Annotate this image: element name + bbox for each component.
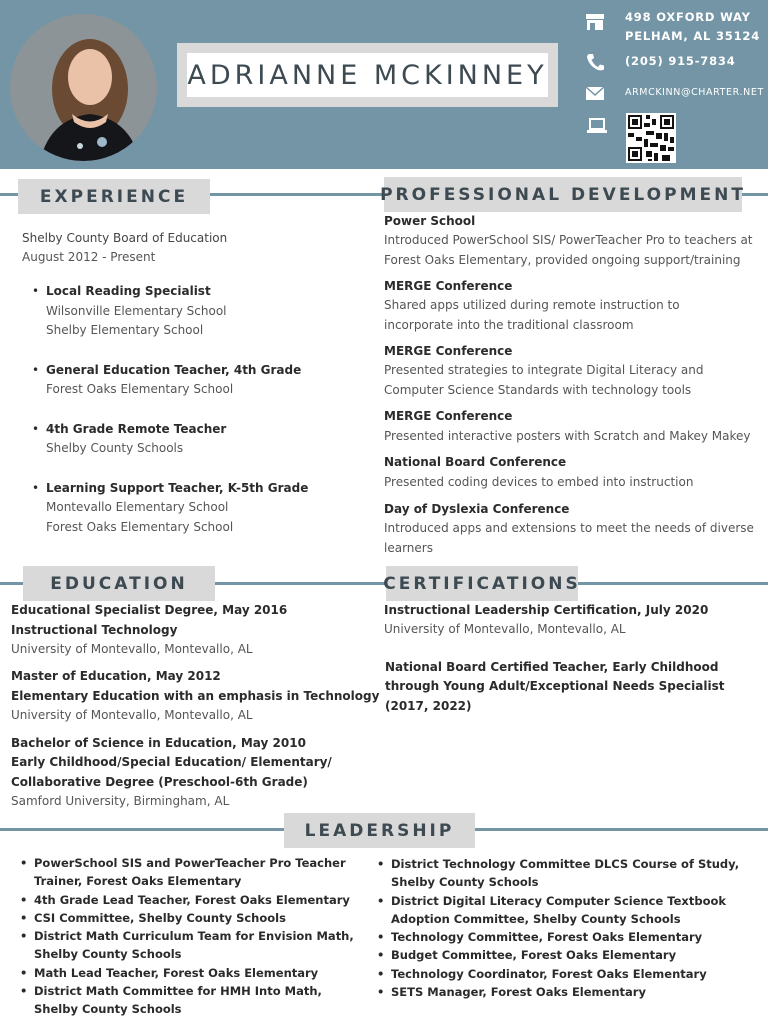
role-title: General Education Teacher, 4th Grade [46, 363, 302, 377]
pd-line: Presented interactive posters with Scratch and Makey Makey [384, 429, 751, 443]
profile-photo [10, 14, 157, 161]
bullet: • [32, 422, 40, 436]
name-box [177, 43, 558, 107]
leadership-heading-box [284, 813, 475, 848]
pd-title: MERGE Conference [384, 409, 513, 423]
phone-number: (205) 915-7834 [625, 54, 736, 68]
leadership-item: • PowerSchool SIS and PowerTeacher Pro Teacher Trainer, Forest Oaks Elementary [20, 854, 360, 891]
pd-line: Introduced apps and extensions to meet the needs of diverse [384, 521, 754, 535]
leadership-item: • Technology Committee, Forest Oaks Elementary [377, 928, 745, 946]
degree-field: Collaborative Degree (Preschool-6th Grade) [11, 775, 308, 789]
pd-line: incorporate into the traditional classroom [384, 318, 634, 332]
bullet: • [32, 363, 40, 377]
bullet: • [32, 284, 40, 298]
pd-line: Computer Science Standards with technology tools [384, 383, 692, 397]
education-heading: EDUCATION [50, 573, 188, 594]
pd-title: Power School [384, 214, 476, 228]
role-line: Shelby Elementary School [46, 323, 204, 337]
bullet: • [32, 481, 40, 495]
degree-field: Elementary Education with an emphasis in Technology [11, 689, 380, 703]
employer: Shelby County Board of Education [22, 231, 228, 245]
leadership-item: • CSI Committee, Shelby County Schools [20, 909, 360, 927]
laptop-icon [586, 116, 608, 136]
name-inner [187, 53, 548, 97]
header-band [0, 0, 768, 169]
email-address[interactable]: ARMCKINN@CHARTER.NET [625, 87, 764, 98]
degree-field: Instructional Technology [11, 623, 178, 637]
phone-icon [584, 52, 606, 72]
role-line: Forest Oaks Elementary School [46, 520, 234, 534]
leadership-heading: LEADERSHIP [304, 820, 455, 841]
pd-line: Forest Oaks Elementary, provided ongoing support/training [384, 253, 741, 267]
degree: Master of Education, May 2012 [11, 669, 221, 683]
leadership-item: • 4th Grade Lead Teacher, Forest Oaks Elementary [20, 891, 360, 909]
leadership-item: • District Math Curriculum Team for Envision Math, Shelby County Schools [20, 927, 360, 964]
school: University of Montevallo, Montevallo, AL [11, 642, 253, 656]
leadership-list-right [377, 855, 745, 1001]
certification-line: through Young Adult/Exceptional Needs Specialist [385, 679, 725, 693]
degree: Educational Specialist Degree, May 2016 [11, 603, 288, 617]
degree: Bachelor of Science in Education, May 2010 [11, 736, 306, 750]
experience-heading: EXPERIENCE [39, 186, 189, 207]
certification-issuer: University of Montevallo, Montevallo, AL [384, 622, 626, 636]
school: University of Montevallo, Montevallo, AL [11, 708, 253, 722]
pd-title: Day of Dyslexia Conference [384, 502, 570, 516]
school: Samford University, Birmingham, AL [11, 794, 230, 808]
leadership-list-left [20, 854, 360, 1019]
certification: Instructional Leadership Certification, July 2020 [384, 603, 709, 617]
role-title: Learning Support Teacher, K-5th Grade [46, 481, 309, 495]
certification: National Board Certified Teacher, Early Childhood [385, 660, 719, 674]
qr-code [626, 113, 676, 163]
address-line-2: PELHAM, AL 35124 [625, 29, 760, 43]
address-line-1: 498 OXFORD WAY [625, 10, 751, 24]
pd-title: National Board Conference [384, 455, 567, 469]
pd-title: MERGE Conference [384, 279, 513, 293]
pd-line: learners [384, 541, 433, 555]
education-heading-box [23, 566, 215, 601]
certification-line: (2017, 2022) [385, 699, 472, 713]
professional-development-heading: PROFESSIONAL DEVELOPMENT [380, 184, 746, 205]
employment-dates: August 2012 - Present [22, 250, 156, 264]
role-title: 4th Grade Remote Teacher [46, 422, 227, 436]
role-line: Shelby County Schools [46, 441, 184, 455]
leadership-item: • Math Lead Teacher, Forest Oaks Elementary [20, 964, 360, 982]
store-icon [584, 12, 606, 32]
envelope-icon [584, 84, 606, 104]
pd-line: Introduced PowerSchool SIS/ PowerTeacher Pro to teachers at [384, 233, 753, 247]
leadership-item: • SETS Manager, Forest Oaks Elementary [377, 983, 745, 1001]
role-line: Montevallo Elementary School [46, 500, 229, 514]
leadership-item: • Budget Committee, Forest Oaks Elementary [377, 946, 745, 964]
pd-line: Shared apps utilized during remote instruction to [384, 298, 680, 312]
leadership-item: • District Digital Literacy Computer Science Textbook Adoption Committee, Shelby County Schools [377, 892, 745, 929]
leadership-item: • Technology Coordinator, Forest Oaks Elementary [377, 965, 745, 983]
experience-heading-box [18, 179, 210, 214]
certifications-heading-box [383, 566, 581, 601]
degree-field: Early Childhood/Special Education/ Elementary/ [11, 755, 332, 769]
role-line: Forest Oaks Elementary School [46, 382, 234, 396]
certifications-heading: CERTIFICATIONS [383, 573, 581, 594]
candidate-name: ADRIANNE MCKINNEY [187, 59, 548, 91]
leadership-item: • District Technology Committee DLCS Course of Study, Shelby County Schools [377, 855, 745, 892]
leadership-item: • District Math Committee for HMH Into Math, Shelby County Schools [20, 982, 360, 1019]
role-line: Wilsonville Elementary School [46, 304, 227, 318]
pd-line: Presented coding devices to embed into instruction [384, 475, 694, 489]
professional-development-heading-box [380, 177, 746, 212]
pd-line: Presented strategies to integrate Digital Literacy and [384, 363, 704, 377]
pd-title: MERGE Conference [384, 344, 513, 358]
role-title: Local Reading Specialist [46, 284, 211, 298]
